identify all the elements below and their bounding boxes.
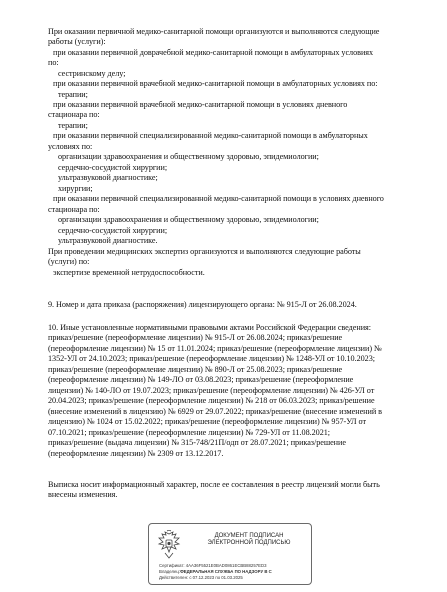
text-line: приказ/решение (переоформление лицензии) № 915-Л от 26.08.2024; приказ/решение — [48, 333, 343, 342]
text-line: стационара по: — [48, 110, 100, 119]
footer-note: внесены изменения. — [48, 490, 118, 499]
text-line: по: — [48, 58, 59, 67]
text-line: при оказании первичной специализированной медико-санитарной помощи в амбулаторных — [53, 131, 368, 140]
text-line: экспертизе временной нетрудоспособности. — [53, 268, 205, 277]
section-9-order: 9. Номер и дата приказа (распоряжения) лицензирующего органа: № 915-Л от 26.08.2024. — [48, 300, 357, 309]
coat-of-arms-icon — [156, 530, 182, 560]
text-line: терапии; — [58, 90, 88, 99]
text-line: (переоформление лицензии) № 15 от 11.01.2024; приказ/решение (переоформление лицензии) № — [48, 344, 382, 353]
owner-label: Владелец: — [159, 569, 181, 574]
text-line: лицензии) № 140-ЛО от 19.07.2023; приказ/решение (переоформление лицензии) № 426-УЛ от — [48, 386, 375, 395]
text-line: (внесение изменений в лицензию) № 6929 от 29.07.2022; приказ/решение (внесение изменений в — [48, 407, 382, 416]
text-line: условиях по: — [48, 142, 93, 151]
stamp-subtitle: ЭЛЕКТРОННОЙ ПОДПИСЬЮ — [207, 540, 291, 546]
text-line: при оказании первичной доврачебной медико-санитарной помощи в амбулаторных условиях — [53, 48, 374, 57]
text-line: при оказании первичной специализированной медико-санитарной помощи в условиях дневного — [53, 194, 384, 203]
text-line: приказ/решение (выдача лицензии) № 315-748/21П/одп от 28.07.2021; приказ/решение — [48, 438, 346, 447]
certificate-number: Сертификат: 4AA36F5521E0BAD0861ECBB88257ED3 — [159, 563, 267, 568]
certificate-validity: Действителен: с 07.12.2023 по 01.03.2025 — [159, 575, 243, 580]
text-line: работы (услуги): — [48, 37, 106, 46]
text-line: ультразвуковой диагностике; — [58, 173, 158, 182]
certificate-owner — [159, 569, 272, 574]
text-line: 20.04.2023; приказ/решение (переоформление лицензии) № 218 от 06.03.2023; приказ/решение — [48, 396, 375, 405]
text-line: хирургии; — [58, 184, 93, 193]
footer-note: Выписка носит информационный характер, после ее составления в реестр лицензий могли быть — [48, 480, 380, 489]
text-line: сердечно-сосудистой хирургии; — [58, 163, 168, 172]
text-line: терапии; — [58, 121, 88, 130]
text-line: сердечно-сосудистой хирургии; — [58, 226, 168, 235]
text-line: при оказании первичной врачебной медико-санитарной помощи в амбулаторных условиях по: — [53, 79, 378, 88]
text-line: ультразвуковой диагностике. — [58, 236, 158, 245]
text-line: лицензию) № 1024 от 15.02.2022; приказ/решение (переоформление лицензии) № 957-УЛ от — [48, 417, 367, 426]
electronic-signature-stamp — [148, 523, 312, 585]
text-line: (переоформление лицензии) № 2309 от 13.12.2017. — [48, 449, 224, 458]
text-line: организации здравоохранения и общественному здоровью, эпидемиологии; — [58, 215, 319, 224]
text-line: при оказании первичной врачебной медико-санитарной помощи в условиях дневного — [53, 100, 348, 109]
text-line: (услуги) по: — [48, 257, 90, 266]
text-line: (переоформление лицензии) № 149-ЛО от 03.08.2023; приказ/решение (переоформление — [48, 375, 354, 384]
section-10-heading: 10. Иные установленные нормативными правовыми актами Российской Федерации сведения: — [48, 323, 371, 332]
text-line: приказ/решение (переоформление лицензии) № 890-Л от 25.08.2023; приказ/решение — [48, 365, 343, 374]
text-line: При оказании первичной медико-санитарной помощи организуются и выполняются следующие — [48, 27, 380, 36]
text-line: сестринскому делу; — [58, 69, 126, 78]
text-line: 1352-УЛ от 24.10.2023; приказ/решение (переоформление лицензии) № 1248-УЛ от 10.10.2023; — [48, 354, 375, 363]
text-line: организации здравоохранения и общественному здоровью, эпидемиологии; — [58, 152, 319, 161]
owner-name: ФЕДЕРАЛЬНАЯ СЛУЖБА ПО НАДЗОРУ В С — [180, 569, 272, 574]
text-line: При проведении медицинских экспертиз организуются и выполняются следующие работы — [48, 247, 361, 256]
text-line: стационара по: — [48, 205, 100, 214]
text-line: 07.10.2021; приказ/решение (переоформление лицензии) № 729-УЛ от 11.08.2021; — [48, 428, 331, 437]
stamp-title: ДОКУМЕНТ ПОДПИСАН — [214, 533, 284, 539]
